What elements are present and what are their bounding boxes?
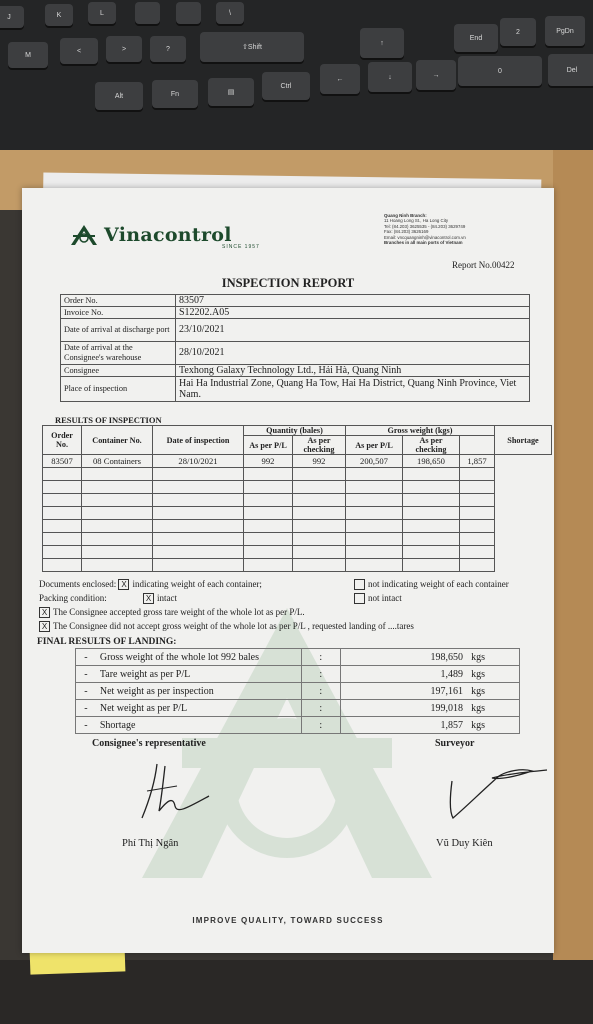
company-slogan: IMPROVE QUALITY, TOWARD SUCCESS — [192, 916, 384, 925]
branch-line: Email: vncquangninh@vinacontrol.com.vn — [384, 234, 466, 240]
inspection-report-document — [22, 188, 554, 953]
colon: : — [302, 649, 341, 666]
table-row — [76, 683, 520, 700]
empty-row — [43, 481, 552, 494]
consignee-representative-label: Consignee's representative — [92, 738, 206, 749]
cell: 1,857 — [460, 455, 495, 468]
table-row — [76, 700, 520, 717]
empty-row — [43, 494, 552, 507]
consignee-not-accepted-text: The Consignee did not accept gross weight of the whole lot as per P/L , requested landing of ....tares — [53, 621, 414, 631]
packing-row — [39, 591, 549, 605]
dash: - — [76, 683, 96, 700]
final-results-table — [75, 648, 520, 734]
col-header: Container No. — [82, 426, 153, 455]
packing-option: not intact — [368, 593, 402, 603]
consignee-reject-row — [39, 619, 549, 633]
col-header: As per P/L — [346, 436, 403, 455]
branch-info — [384, 213, 544, 245]
table-row — [61, 319, 530, 342]
info-value: Hai Ha Industrial Zone, Quang Ha Tow, Hai Ha District, Quang Ninh Province, Viet Nam. — [176, 377, 530, 402]
key: < — [60, 38, 98, 64]
dash: - — [76, 666, 96, 683]
final-label: Net weight as per inspection — [96, 683, 302, 700]
documents-label: Documents enclosed: — [39, 579, 117, 589]
key: \ — [216, 2, 244, 24]
keyboard — [0, 0, 593, 154]
info-value: Texhong Galaxy Technology Ltd., Hải Hà, Quang Ninh — [176, 365, 530, 377]
branch-line: Tel: (84.203) 3625535 - (84.203) 3629749 — [384, 223, 466, 229]
final-label: Gross weight of the whole lot 992 bales — [96, 649, 302, 666]
empty-row — [43, 559, 552, 572]
col-header: As per P/L — [244, 436, 293, 455]
key-right: → — [416, 60, 456, 90]
table-row — [61, 377, 530, 402]
info-value: 23/10/2021 — [176, 319, 530, 342]
col-header: As per checking — [403, 436, 460, 455]
final-value-cell — [340, 683, 519, 700]
info-label: Date of arrival at the Consignee's warehouse — [61, 342, 176, 365]
col-header: Shortage — [495, 426, 552, 455]
final-value: 198,650 — [430, 651, 463, 663]
key-fn: Fn — [152, 80, 198, 108]
key-menu: ▤ — [208, 78, 254, 106]
colon: : — [302, 666, 341, 683]
key-ins: 0 — [458, 56, 542, 86]
order-info-table — [60, 294, 530, 402]
final-value: 199,018 — [430, 702, 463, 714]
info-label: Order No. — [61, 295, 176, 307]
header-row — [43, 426, 552, 436]
branch-line: Fax: (84.203) 3626169 — [384, 229, 429, 235]
cell: 08 Containers — [82, 455, 153, 468]
scale-logo-icon — [70, 224, 98, 246]
surveyor-signature-icon — [447, 756, 557, 826]
dash: - — [76, 649, 96, 666]
cell: 83507 — [43, 455, 82, 468]
checkbox-checked: X — [143, 593, 154, 604]
checkbox-checked: X — [118, 579, 129, 590]
documents-option: indicating weight of each container; — [132, 579, 262, 589]
info-label: Invoice No. — [61, 307, 176, 319]
key: > — [106, 36, 142, 62]
final-unit: kgs — [471, 702, 485, 714]
key-shift: ⇧Shift — [200, 32, 304, 62]
dash: - — [76, 717, 96, 734]
report-number: Report No.00422 — [452, 260, 515, 270]
documents-option: not indicating weight of each container — [368, 579, 509, 589]
info-label: Place of inspection — [61, 377, 176, 402]
table-row — [61, 365, 530, 377]
col-header: Date of inspection — [153, 426, 244, 455]
consignee-signature-icon — [117, 756, 217, 826]
key: ? — [150, 36, 186, 62]
results-title: RESULTS OF INSPECTION — [55, 415, 162, 425]
empty-row — [43, 533, 552, 546]
cell: 200,507 — [346, 455, 403, 468]
desk-edge — [553, 150, 593, 980]
final-value-cell — [340, 700, 519, 717]
branch-title: Quang Ninh Branch: — [384, 213, 427, 218]
table-row — [43, 455, 552, 468]
cell: 992 — [293, 455, 346, 468]
company-logo — [70, 224, 232, 246]
report-title: INSPECTION REPORT — [221, 276, 355, 290]
surveyor-name: Vũ Duy Kiên — [436, 838, 493, 849]
final-value: 1,489 — [440, 668, 463, 680]
info-value: S12202.A05 — [176, 307, 530, 319]
branch-line: 11 Hoang Long St., Ha Long City — [384, 218, 449, 224]
checkbox-empty — [354, 593, 365, 604]
documents-section — [39, 577, 549, 633]
consignee-accepted-text: The Consignee accepted gross tare weight of the whole lot as per P/L. — [53, 607, 305, 617]
packing-option: intact — [157, 593, 177, 603]
table-row — [61, 307, 530, 319]
final-label: Shortage — [96, 717, 302, 734]
dash: - — [76, 700, 96, 717]
key: K — [45, 4, 73, 26]
colon: : — [302, 700, 341, 717]
colon: : — [302, 717, 341, 734]
cell: 28/10/2021 — [153, 455, 244, 468]
final-unit: kgs — [471, 719, 485, 731]
consignee-accept-row — [39, 605, 549, 619]
final-label: Tare weight as per P/L — [96, 666, 302, 683]
final-results-title: FINAL RESULTS OF LANDING: — [37, 637, 177, 647]
key — [135, 2, 160, 24]
key: End — [454, 24, 498, 52]
info-label: Date of arrival at discharge port — [61, 319, 176, 342]
cell: 198,650 — [403, 455, 460, 468]
key: J — [0, 6, 24, 28]
table-row — [61, 342, 530, 365]
info-label: Consignee — [61, 365, 176, 377]
consignee-name: Phí Thị Ngân — [122, 838, 179, 849]
key: 2 — [500, 18, 536, 46]
info-value: 83507 — [176, 295, 530, 307]
branch-line: Branches in all main ports of Vietnam — [384, 240, 463, 246]
key-del: Del — [548, 54, 593, 86]
col-header: Order No. — [43, 426, 82, 455]
empty-row — [43, 468, 552, 481]
checkbox-empty — [354, 579, 365, 590]
key-up: ↑ — [360, 28, 404, 58]
key-left: ← — [320, 64, 360, 94]
key — [176, 2, 201, 24]
results-table — [42, 425, 552, 572]
key-down: ↓ — [368, 62, 412, 92]
company-name: Vinacontrol — [104, 224, 232, 246]
surveyor-label: Surveyor — [435, 738, 475, 749]
colon: : — [302, 683, 341, 700]
checkbox-checked: X — [39, 607, 50, 618]
col-group-header: Gross weight (kgs) — [346, 426, 495, 436]
final-unit: kgs — [471, 685, 485, 697]
table-row — [76, 717, 520, 734]
documents-row — [39, 577, 549, 591]
packing-label: Packing condition: — [39, 593, 107, 603]
company-since: SINCE 1957 — [222, 244, 260, 250]
empty-row — [43, 546, 552, 559]
key-alt: Alt — [95, 82, 143, 110]
final-label: Net weight as per P/L — [96, 700, 302, 717]
final-unit: kgs — [471, 651, 485, 663]
col-group-header: Quantity (bales) — [244, 426, 346, 436]
cell: 992 — [244, 455, 293, 468]
key: L — [88, 2, 116, 24]
checkbox-checked: X — [39, 621, 50, 632]
table-row — [76, 666, 520, 683]
key-ctrl: Ctrl — [262, 72, 310, 100]
empty-row — [43, 507, 552, 520]
final-value-cell — [340, 666, 519, 683]
key: M — [8, 42, 48, 68]
final-value-cell — [340, 649, 519, 666]
final-value: 1,857 — [440, 719, 463, 731]
table-row — [61, 295, 530, 307]
final-value-cell — [340, 717, 519, 734]
empty-row — [43, 520, 552, 533]
final-value: 197,161 — [430, 685, 463, 697]
info-value: 28/10/2021 — [176, 342, 530, 365]
key: PgDn — [545, 16, 585, 46]
table-row — [76, 649, 520, 666]
final-unit: kgs — [471, 668, 485, 680]
col-header: As per checking — [293, 436, 346, 455]
